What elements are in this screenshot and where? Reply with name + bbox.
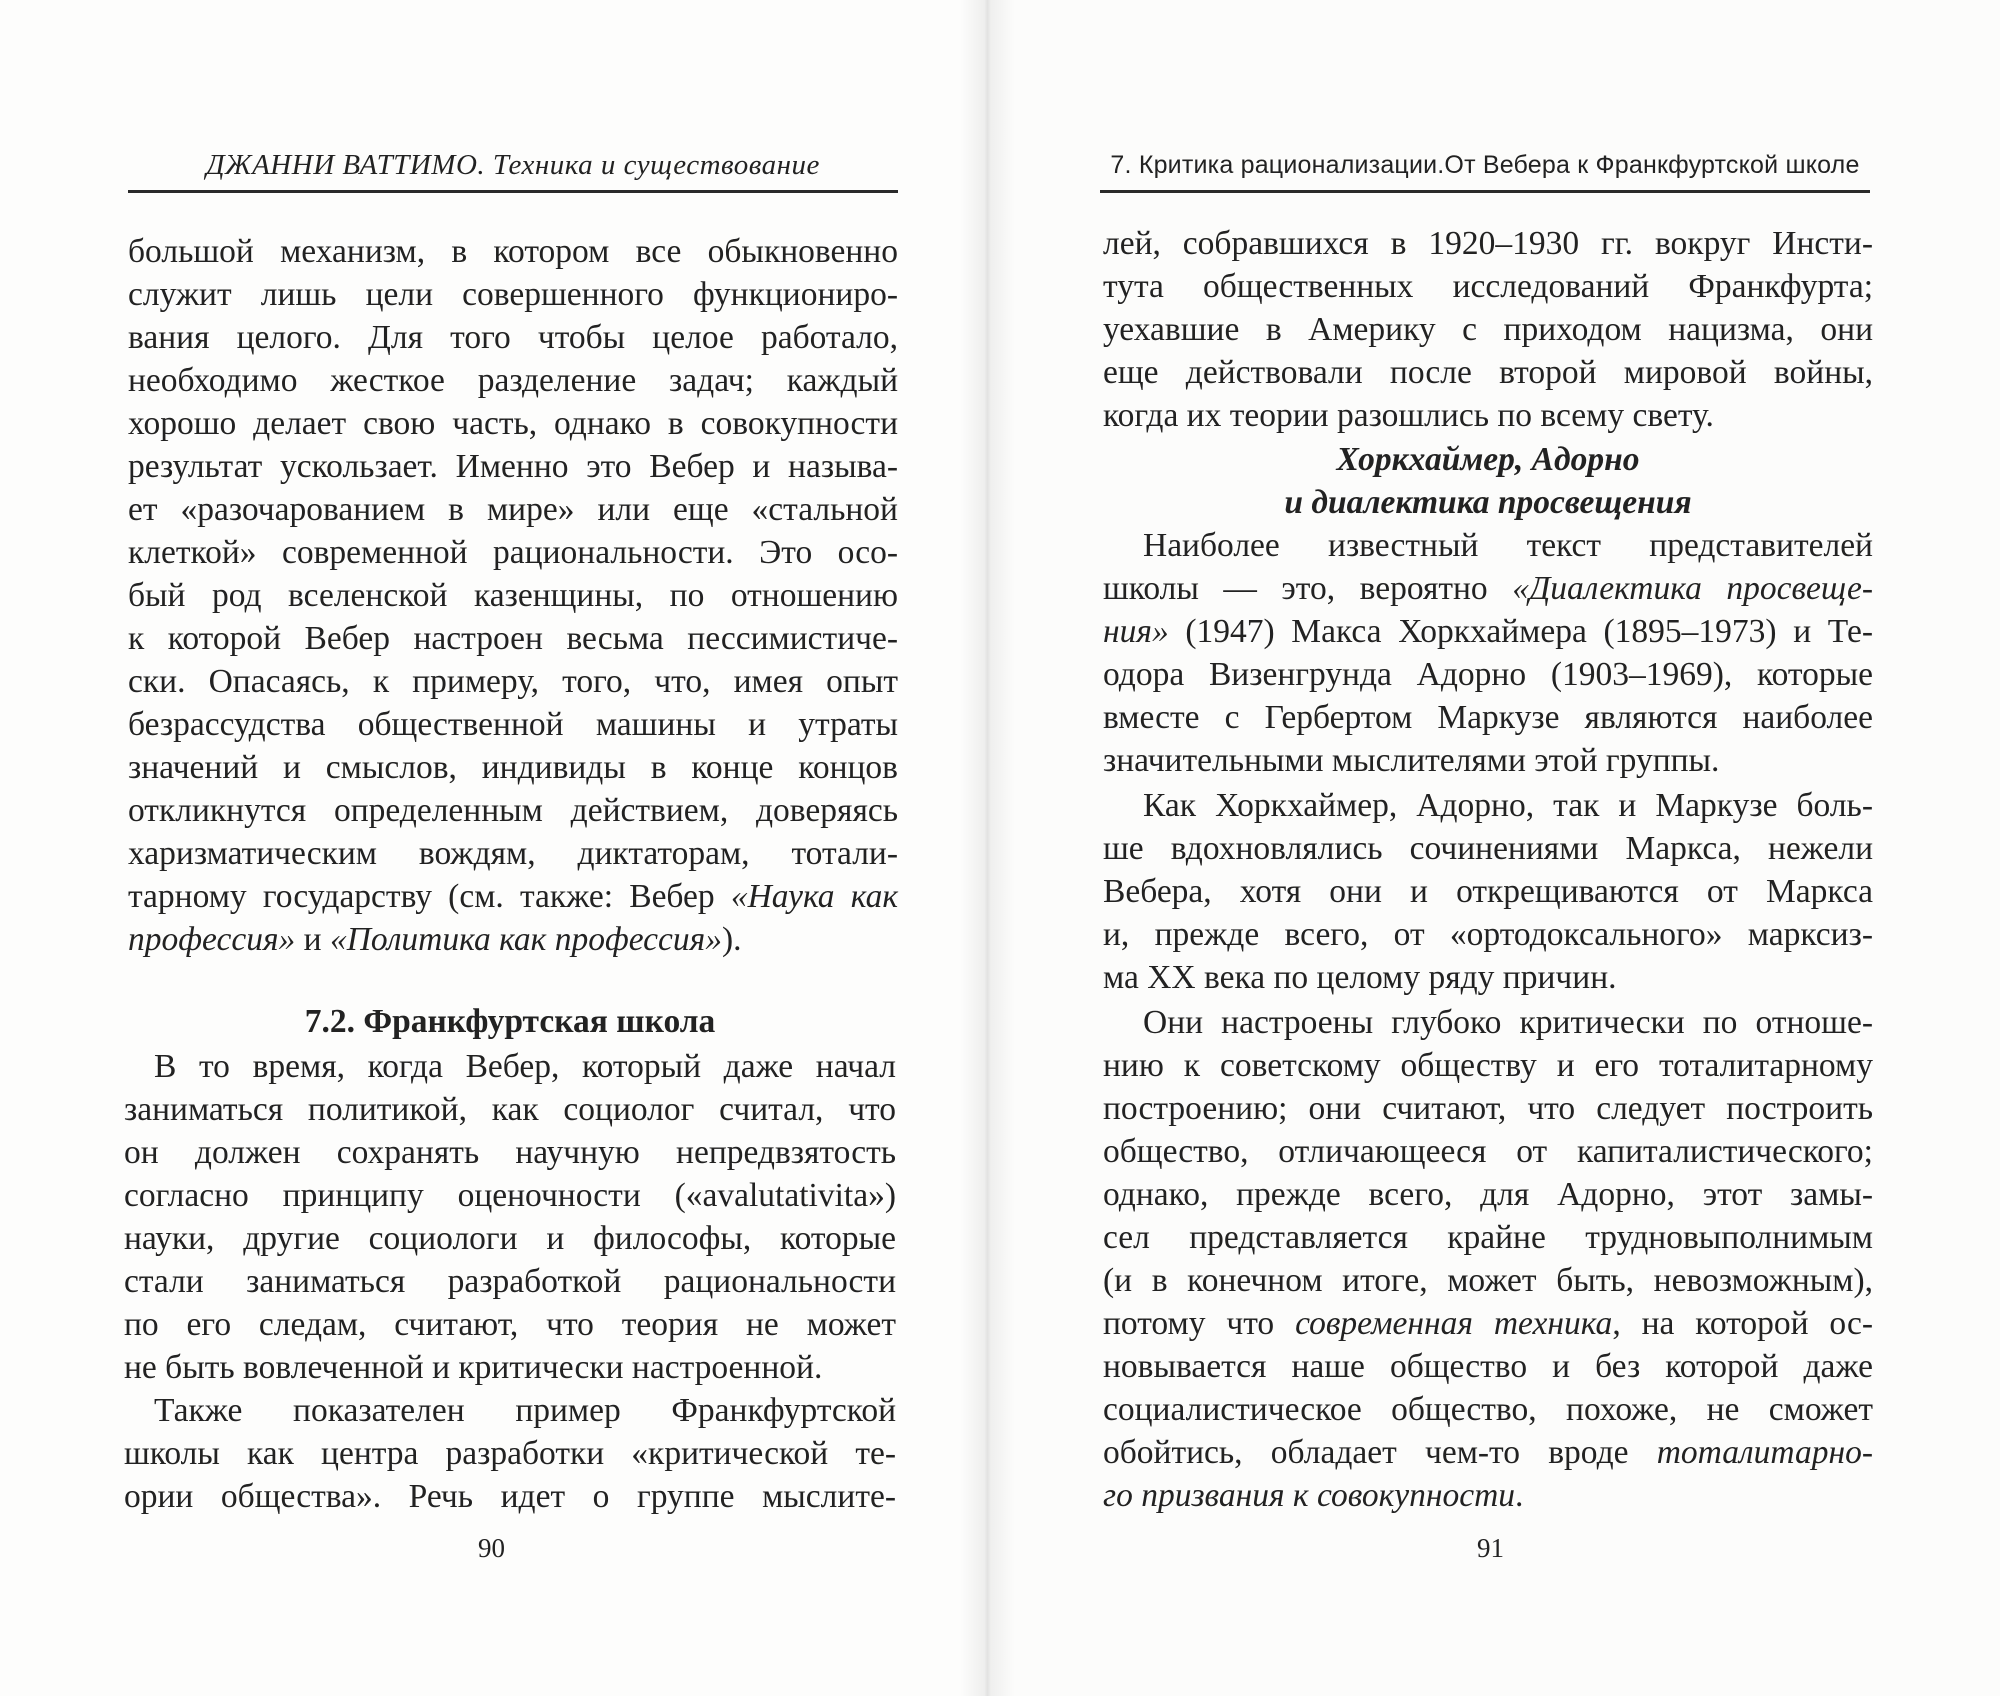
text-line: Наиболее известный текст представителей bbox=[1143, 527, 1873, 564]
page-number-right: 91 bbox=[1477, 1533, 1504, 1563]
text-line bbox=[1103, 1302, 1873, 1345]
left-paragraph-1 bbox=[128, 230, 898, 961]
text-line: еще действовали после второй мировой войны, bbox=[1103, 354, 1873, 391]
text-line: новывается наше общество и без которой даже bbox=[1103, 1348, 1873, 1385]
text-line: согласно принципу оценочности («avalutativitа») bbox=[124, 1177, 896, 1214]
subheading-line-2: и диалектика просвещения bbox=[1284, 484, 1692, 521]
text-line: уехавшие в Америку с приходом нацизма, они bbox=[1103, 311, 1873, 348]
text-line: результат ускользает. Именно это Вебер и называ- bbox=[128, 448, 898, 485]
text-line: одора Визенгрунда Адорно (1903–1969), которые bbox=[1103, 656, 1873, 693]
text-line: однако, прежде всего, для Адорно, этот замы- bbox=[1103, 1176, 1873, 1213]
text-line: к которой Вебер настроен весьма пессимистиче- bbox=[128, 620, 898, 657]
right-page bbox=[985, 0, 2000, 1696]
text-line bbox=[1103, 1474, 1873, 1517]
left-paragraph-2 bbox=[124, 1045, 896, 1518]
text-line: значений и смыслов, индивиды в конце концов bbox=[128, 749, 898, 786]
text-span: потому что bbox=[1103, 1305, 1296, 1342]
text-line: бый род вселенской казенщины, по отношению bbox=[128, 577, 898, 614]
text-line bbox=[1103, 1431, 1873, 1474]
text-line: стали заниматься разработкой рациональности bbox=[124, 1263, 896, 1300]
text-line: ма XX века по целому ряду причин. bbox=[1103, 959, 1617, 996]
text-line: ет «разочарованием в мире» или еще «стальной bbox=[128, 491, 898, 528]
text-line: Также показателен пример Франкфуртской bbox=[154, 1392, 896, 1429]
italic-title: «Диалектика просвеще- bbox=[1512, 570, 1873, 607]
text-line: Как Хоркхаймер, Адорно, так и Маркузе боль- bbox=[1143, 787, 1873, 824]
text-span: и bbox=[295, 921, 330, 958]
text-span: обойтись, обладает чем-то вроде bbox=[1103, 1434, 1657, 1471]
text-line: сел представляется крайне трудновыполнимым bbox=[1103, 1219, 1873, 1256]
italic-title: профессия» bbox=[128, 921, 296, 958]
text-span: . bbox=[1515, 1477, 1524, 1514]
text-line: социалистическое общество, похоже, не сможет bbox=[1103, 1391, 1873, 1428]
italic-title: ния» bbox=[1103, 613, 1169, 650]
text-line bbox=[1103, 567, 1873, 610]
text-line: вместе с Гербертом Маркузе являются наиболее bbox=[1103, 699, 1873, 736]
text-line: тута общественных исследований Франкфурта; bbox=[1103, 268, 1873, 305]
text-line: В то время, когда Вебер, который даже начал bbox=[154, 1048, 896, 1085]
page-number-left: 90 bbox=[478, 1533, 505, 1563]
text-span: (1947) Макса Хоркхаймера (1895–1973) и Те- bbox=[1168, 613, 1873, 650]
text-line: Вебера, хотя они и открещиваются от Маркса bbox=[1103, 873, 1873, 910]
text-line: общество, отличающееся от капиталистического; bbox=[1103, 1133, 1873, 1170]
text-span: , на которой ос- bbox=[1612, 1305, 1873, 1342]
text-line bbox=[128, 875, 898, 918]
italic-term: современная техника bbox=[1295, 1305, 1613, 1342]
text-line: (и в конечном итоге, может быть, невозможным), bbox=[1103, 1262, 1873, 1299]
left-page bbox=[0, 0, 985, 1696]
text-line bbox=[1103, 610, 1873, 653]
text-line: Они настроены глубоко критически по отноше- bbox=[1143, 1004, 1873, 1041]
running-head-left: ДЖАННИ ВАТТИМО. Техника и существование bbox=[128, 140, 898, 193]
text-line: хорошо делает свою часть, однако в совокупности bbox=[128, 405, 898, 442]
text-span: ). bbox=[722, 921, 742, 958]
text-line: построению; они считают, что следует построить bbox=[1103, 1090, 1873, 1127]
text-line: школы как центра разработки «критической те- bbox=[124, 1435, 896, 1472]
text-line: лей, собравшихся в 1920–1930 гг. вокруг Инсти- bbox=[1103, 225, 1873, 262]
text-line: вания целого. Для того чтобы целое работало, bbox=[128, 319, 898, 356]
text-line: он должен сохранять научную непредвзятость bbox=[124, 1134, 896, 1171]
text-line: и, прежде всего, от «ортодоксального» марксиз- bbox=[1103, 916, 1873, 953]
right-paragraph-2 bbox=[1103, 524, 1873, 1517]
text-line: науки, другие социологи и философы, которые bbox=[124, 1220, 896, 1257]
text-line: по его следам, считают, что теория не может bbox=[124, 1306, 896, 1343]
text-span: тарному государству (см. также: Вебер bbox=[128, 878, 731, 915]
text-line: нию к советскому обществу и его тоталитарному bbox=[1103, 1047, 1873, 1084]
text-line: ории общества». Речь идет о группе мыслите- bbox=[124, 1478, 896, 1515]
text-line: когда их теории разошлись по всему свету. bbox=[1103, 397, 1714, 434]
text-line: безрассудства общественной машины и утраты bbox=[128, 706, 898, 743]
right-paragraph-1 bbox=[1103, 222, 1873, 437]
text-line: ски. Опасаясь, к примеру, того, что, имея опыт bbox=[128, 663, 898, 700]
text-line: ше вдохновлялись сочинениями Маркса, нежели bbox=[1103, 830, 1873, 867]
text-line bbox=[128, 918, 898, 961]
book-gutter bbox=[960, 0, 1015, 1696]
italic-title: «Наука как bbox=[730, 878, 898, 915]
subheading-line-1: Хоркхаймер, Адорно bbox=[1336, 441, 1640, 478]
text-line: заниматься политикой, как социолог считал, что bbox=[124, 1091, 896, 1128]
text-line: откликнутся определенным действием, доверяясь bbox=[128, 792, 898, 829]
text-line: харизматическим вождям, диктаторам, тотали- bbox=[128, 835, 898, 872]
text-line: необходимо жесткое разделение задач; каждый bbox=[128, 362, 898, 399]
italic-term: го призвания к совокупности bbox=[1103, 1477, 1516, 1514]
italic-title: «Политика как профессия» bbox=[329, 921, 722, 958]
text-line: клеткой» современной рациональности. Это осо- bbox=[128, 534, 898, 571]
text-line: значительными мыслителями этой группы. bbox=[1103, 742, 1720, 779]
text-line: служит лишь цели совершенного функциониро- bbox=[128, 276, 898, 313]
section-heading: 7.2. Франкфуртская школа bbox=[304, 1003, 716, 1040]
running-head-right: 7. Критика рационализации.От Вебера к Франкфуртской школе bbox=[1100, 140, 1870, 193]
text-span: школы — это, вероятно bbox=[1103, 570, 1513, 607]
italic-term: тоталитарно- bbox=[1656, 1434, 1873, 1471]
text-line: не быть вовлеченной и критически настроенной. bbox=[124, 1349, 823, 1386]
text-line: большой механизм, в котором все обыкновенно bbox=[128, 233, 898, 270]
